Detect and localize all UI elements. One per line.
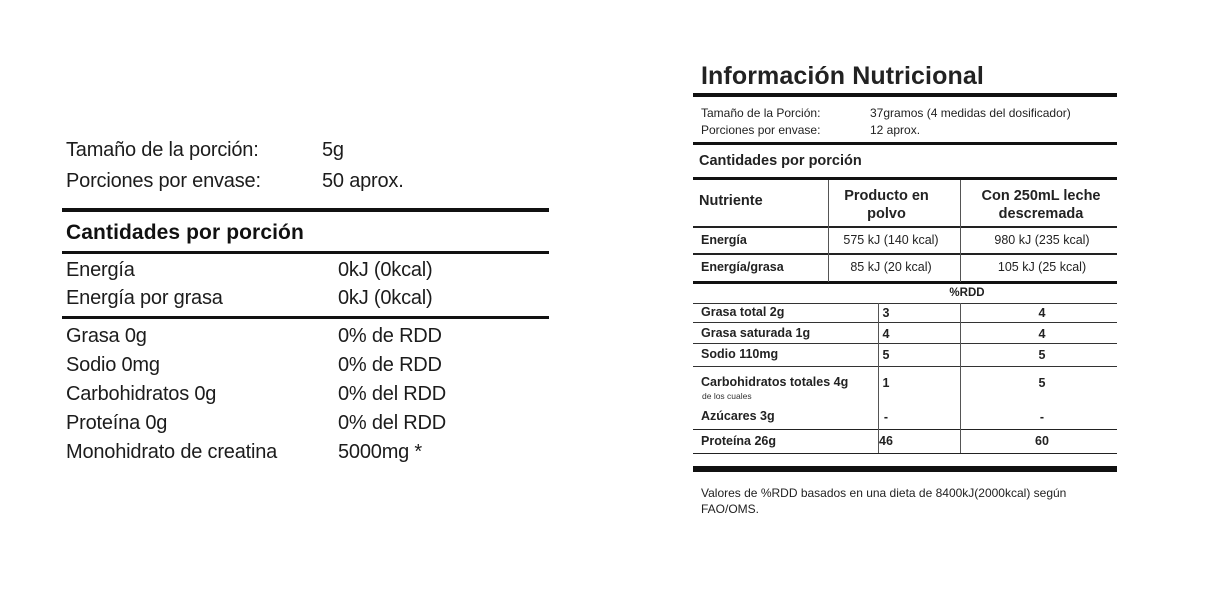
energy-label: Energía — [66, 259, 135, 281]
serving-size-label: Tamaño de la porción: — [66, 139, 259, 161]
rdd-row-milk-0: 4 — [1038, 306, 1046, 320]
energy-fat-label-r: Energía/grasa — [701, 260, 784, 274]
rdd-row-label-5: Proteína 26g — [701, 434, 777, 448]
rdd-row-powder-1: 4 — [882, 327, 890, 341]
header-rule — [693, 226, 1117, 228]
sodium-value: 0% de RDD — [338, 354, 442, 376]
rdd-col-divider-1 — [878, 303, 879, 453]
rdd-row-label-1: Grasa saturada 1g — [701, 326, 811, 340]
section-rule — [62, 251, 549, 254]
energy-rule — [62, 316, 549, 319]
energy-fat-value: 0kJ (0kcal) — [338, 287, 433, 309]
serving-size-label-r: Tamaño de la Porción: — [701, 106, 821, 120]
serving-size-value: 5g — [322, 139, 344, 161]
footnote: Valores de %RDD basados en una dieta de 8400kJ(2000kcal) según FAO/OMS. — [701, 486, 1067, 516]
energy-milk: 980 kJ (235 kcal) — [994, 233, 1090, 247]
col-milk: Con 250mL leche descremada — [981, 188, 1101, 222]
top-rule — [62, 208, 549, 212]
energy-fat-powder: 85 kJ (20 kcal) — [850, 260, 932, 274]
rdd-row-milk-1: 4 — [1038, 327, 1046, 341]
rdd-row-milk-3: 5 — [1038, 376, 1046, 390]
fat-value: 0% de RDD — [338, 325, 442, 347]
rdd-row-sublabel-3: de los cuales — [702, 391, 752, 401]
servings-value-r: 12 aprox. — [870, 123, 921, 137]
rdd-row-powder-0: 3 — [882, 306, 890, 320]
energy-block-rule — [693, 281, 1117, 284]
fat-label: Grasa 0g — [66, 325, 147, 347]
sodium-label: Sodio 0mg — [66, 354, 160, 376]
creatine-label: Monohidrato de creatina — [66, 441, 278, 463]
rdd-row-powder-5: 46 — [879, 434, 893, 448]
energy-fat-milk: 105 kJ (25 kcal) — [997, 260, 1087, 274]
rdd-col-divider-2 — [960, 303, 961, 453]
rdd-header-rule — [693, 303, 1117, 304]
servings-label-r: Porciones por envase: — [701, 123, 821, 137]
section-title: Cantidades por porción — [66, 221, 304, 244]
rdd-row-milk-4: - — [1039, 410, 1045, 424]
rdd-rule-1 — [693, 343, 1117, 344]
servings-label: Porciones por envase: — [66, 170, 261, 192]
rdd-row-powder-4: - — [883, 410, 889, 424]
energy-value: 0kJ (0kcal) — [338, 259, 433, 281]
rdd-row-powder-3: 1 — [882, 376, 890, 390]
rdd-row-label-2: Sodio 110mg — [701, 347, 779, 361]
rdd-row-powder-2: 5 — [882, 348, 890, 362]
col-powder: Producto en polvo — [844, 188, 929, 222]
title-rule — [693, 93, 1117, 97]
carbs-label: Carbohidratos 0g — [66, 383, 217, 405]
rdd-rule-4 — [693, 429, 1117, 430]
bottom-bar — [693, 466, 1117, 472]
servings-value: 50 aprox. — [322, 170, 404, 192]
rdd-row-milk-5: 60 — [1035, 434, 1049, 448]
section-title-r: Cantidades por porción — [699, 153, 862, 169]
energy-row-rule — [693, 253, 1117, 255]
rdd-header: %RDD — [949, 287, 985, 299]
rdd-rule-0 — [693, 322, 1117, 323]
col-divider-1 — [828, 180, 829, 282]
rdd-rule-5 — [693, 453, 1117, 454]
protein-value: 0% del RDD — [338, 412, 447, 434]
rdd-row-label-3: Carbohidratos totales 4g — [701, 375, 849, 389]
carbs-value: 0% del RDD — [338, 383, 447, 405]
rdd-rule-2 — [693, 366, 1117, 367]
energy-label-r: Energía — [701, 233, 747, 247]
energy-fat-label: Energía por grasa — [66, 287, 223, 309]
section-rule-r — [693, 177, 1117, 180]
energy-powder: 575 kJ (140 kcal) — [843, 233, 939, 247]
rdd-row-label-4: Azúcares 3g — [701, 409, 775, 423]
serving-rule — [693, 142, 1117, 145]
col-divider-2 — [960, 180, 961, 282]
col-nutrient: Nutriente — [699, 193, 763, 209]
rdd-row-milk-2: 5 — [1038, 348, 1046, 362]
protein-label: Proteína 0g — [66, 412, 168, 434]
rdd-row-label-0: Grasa total 2g — [701, 305, 785, 319]
creatine-value: 5000mg * — [338, 441, 423, 463]
serving-size-value-r: 37gramos (4 medidas del dosificador) — [870, 106, 1071, 120]
panel-title: Información Nutricional — [701, 62, 984, 90]
